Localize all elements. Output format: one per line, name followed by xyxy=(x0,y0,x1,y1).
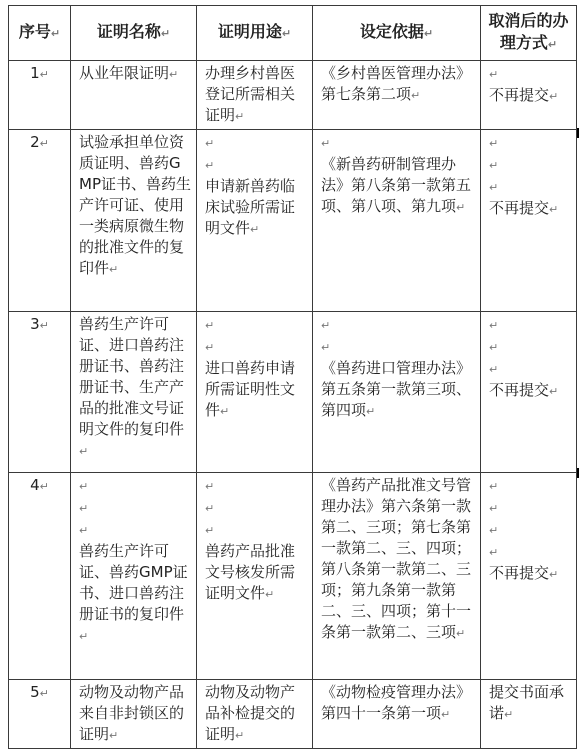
cell-after: 提交书面承诺↵ xyxy=(481,680,577,749)
cell-name: 从业年限证明↵ xyxy=(71,61,197,130)
cell-use: ↵ ↵ 进口兽药申请所需证明性文件↵ xyxy=(197,312,313,473)
cell-after: ↵ ↵ ↵ ↵ 不再提交↵ xyxy=(481,473,577,680)
table-header-row xyxy=(9,6,577,61)
cell-no: 3↵ xyxy=(9,312,71,473)
cell-use: ↵ ↵ ↵ 兽药产品批准文号核发所需证明文件↵ xyxy=(197,473,313,680)
cell-after: ↵ 不再提交↵ xyxy=(481,61,577,130)
cell-name: ↵ ↵ ↵ 兽药生产许可证、兽药GMP证书、进口兽药注册证书的复印件↵ xyxy=(71,473,197,680)
cell-name: 兽药生产许可证、进口兽药注册证书、兽药注册证书、生产产品的批准文号证明文件的复印件↵ xyxy=(71,312,197,473)
header-use: 证明用途↵ xyxy=(197,6,313,61)
cell-no: 4↵ xyxy=(9,473,71,680)
cell-basis: ↵ 《新兽药研制管理办法》第八条第一款第五项、第八项、第九项↵ xyxy=(313,130,481,312)
cell-basis: ↵ ↵ 《兽药进口管理办法》第五条第一款第三项、第四项↵ xyxy=(313,312,481,473)
table-row xyxy=(9,473,577,680)
table-edge-marker xyxy=(577,468,579,478)
header-after: 取消后的办理方式↵ xyxy=(481,6,577,61)
cell-no: 1↵ xyxy=(9,61,71,130)
cell-no: 2↵ xyxy=(9,130,71,312)
cell-no: 5↵ xyxy=(9,680,71,749)
table-row xyxy=(9,680,577,749)
table-edge-marker xyxy=(577,128,579,138)
cell-after: ↵ ↵ ↵ 不再提交↵ xyxy=(481,312,577,473)
cell-name: 动物及动物产品来自非封锁区的证明↵ xyxy=(71,680,197,749)
cell-after: ↵ ↵ ↵ 不再提交↵ xyxy=(481,130,577,312)
certificate-table xyxy=(8,5,577,749)
header-no: 序号↵ xyxy=(9,6,71,61)
cell-basis: 《乡村兽医管理办法》第七条第二项↵ xyxy=(313,61,481,130)
cell-use: 办理乡村兽医登记所需相关证明↵ xyxy=(197,61,313,130)
header-name: 证明名称↵ xyxy=(71,6,197,61)
cell-basis: 《兽药产品批准文号管理办法》第六条第一款第二、三项；第七条第一款第二、三、四项；第八条第一款第二、三项；第九条第一款第二、三、四项；第十一条第一款第二、三项↵ xyxy=(313,473,481,680)
cell-use: ↵ ↵ 申请新兽药临床试验所需证明文件↵ xyxy=(197,130,313,312)
table-row xyxy=(9,312,577,473)
cell-basis: 《动物检疫管理办法》第四十一条第一项↵ xyxy=(313,680,481,749)
header-basis: 设定依据↵ xyxy=(313,6,481,61)
table-row xyxy=(9,61,577,130)
cell-name: 试验承担单位资质证明、兽药GMP证书、兽药生产许可证、使用一类病原微生物的批准文件的复印件↵ xyxy=(71,130,197,312)
cell-use: 动物及动物产品补检提交的证明↵ xyxy=(197,680,313,749)
table-row xyxy=(9,130,577,312)
